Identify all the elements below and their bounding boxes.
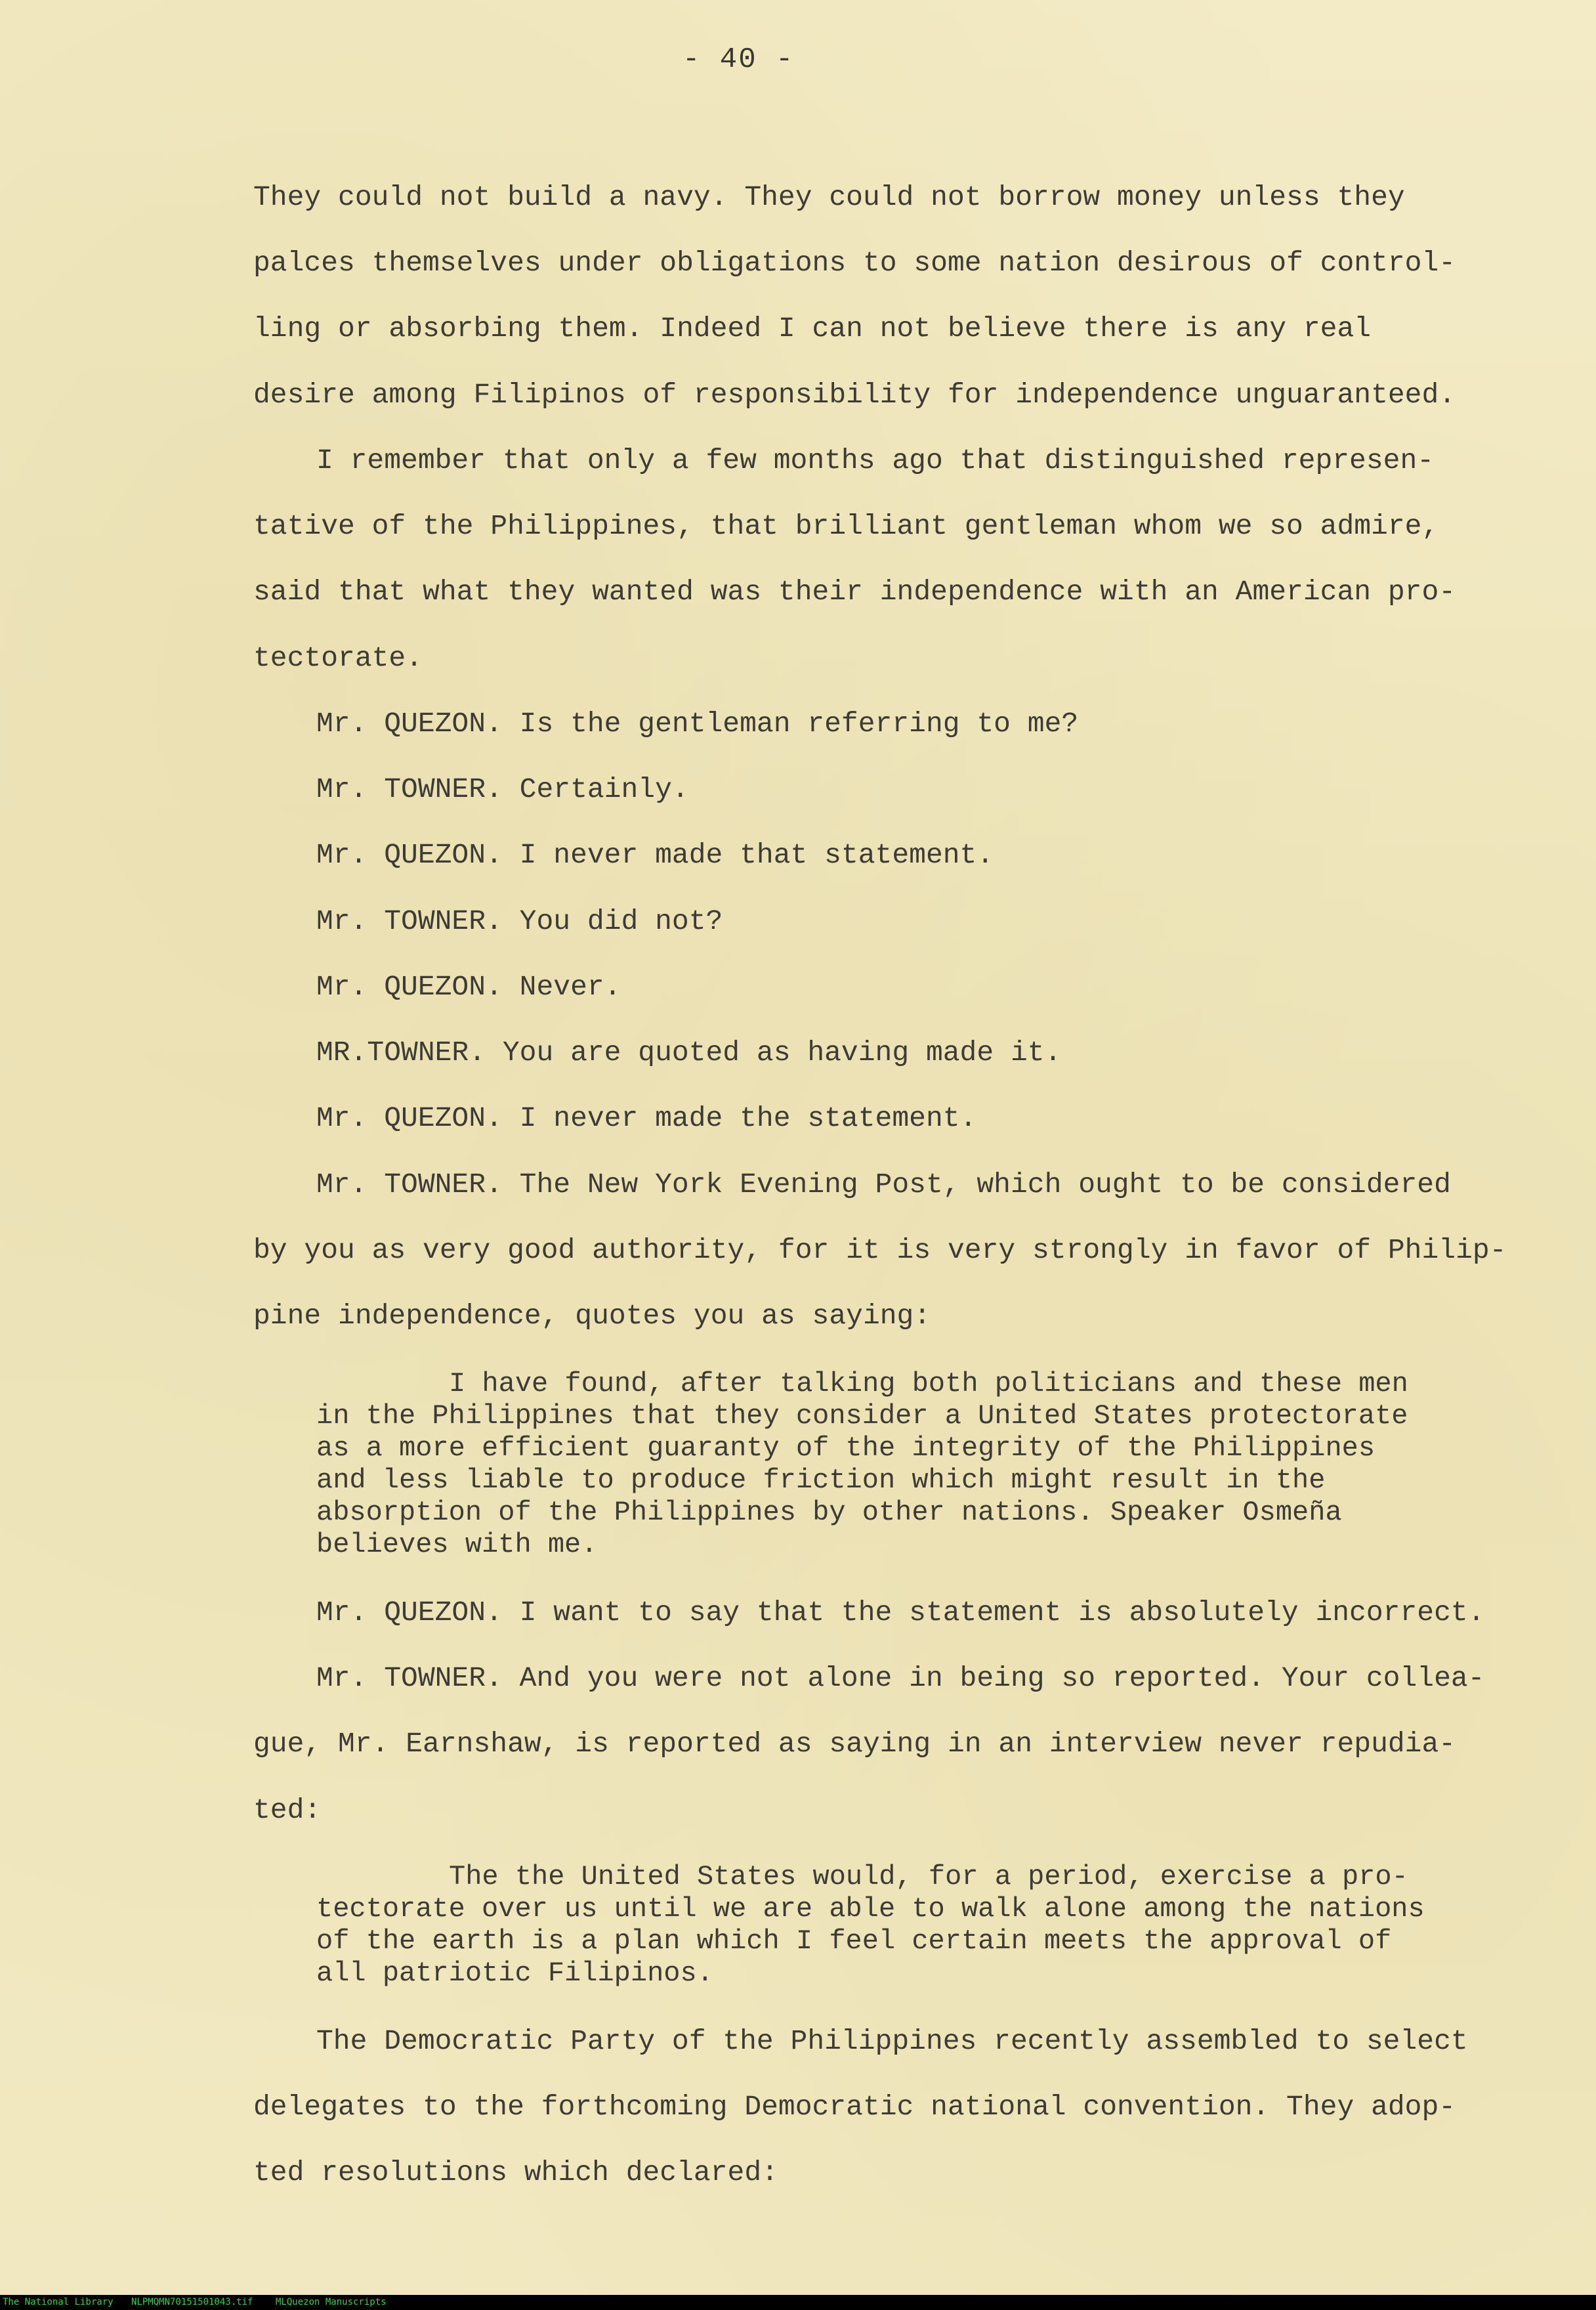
paragraph-3-line-3: pine independence, quotes you as saying: [253, 1300, 931, 1332]
dialogue-2-line: Mr. QUEZON. I want to say that the statement is absolutely incorrect. [316, 1596, 1485, 1629]
paragraph-4-line-3: ted: [253, 1794, 322, 1826]
dialogue-line-5: Mr. QUEZON. Never. [316, 971, 621, 1003]
quote-2-line-1: The the United States would, for a period, exercise a pro- [449, 1861, 1408, 1893]
dialogue-line-4: Mr. TOWNER. You did not? [316, 905, 723, 937]
paragraph-1-line-1: They could not build a navy. They could not borrow money unless they [253, 181, 1405, 213]
quote-1-line-2: in the Philippines that they consider a United States protectorate [316, 1400, 1408, 1432]
paragraph-1-line-4: desire among Filipinos of responsibility for independence unguaranteed. [253, 379, 1456, 411]
quote-1-line-3: as a more efficient guaranty of the integrity of the Philippines [316, 1432, 1376, 1464]
quote-2-line-3: of the earth is a plan which I feel certain meets the approval of [316, 1925, 1392, 1957]
paragraph-1-line-2: palces themselves under obligations to some nation desirous of control- [253, 247, 1456, 279]
quote-2-line-2: tectorate over us until we are able to walk alone among the nations [316, 1893, 1425, 1925]
footer-collection: MLQuezon Manuscripts [276, 2297, 387, 2307]
paragraph-5-line-2: delegates to the forthcoming Democratic national convention. They adop- [253, 2091, 1456, 2123]
quote-1-line-1: I have found, after talking both politicians and these men [449, 1368, 1408, 1400]
dialogue-line-1: Mr. QUEZON. Is the gentleman referring to me? [316, 708, 1079, 740]
paragraph-2-line-4: tectorate. [253, 642, 423, 674]
dialogue-line-7: Mr. QUEZON. I never made the statement. [316, 1102, 977, 1134]
quote-1-line-4: and less liable to produce friction which might result in the [316, 1465, 1326, 1496]
footer-file-id: NLPMQMN70151501043.tif [131, 2297, 253, 2307]
paragraph-3-line-1: Mr. TOWNER. The New York Evening Post, which ought to be considered [316, 1168, 1451, 1201]
paragraph-2-line-1: I remember that only a few months ago that distinguished represen- [316, 444, 1435, 477]
paragraph-2-line-2: tative of the Philippines, that brilliant gentleman whom we so admire, [253, 510, 1439, 542]
paragraph-1-line-3: ling or absorbing them. Indeed I can not believe there is any real [253, 312, 1372, 345]
paragraph-3-line-2: by you as very good authority, for it is very strongly in favor of Philip- [253, 1234, 1507, 1266]
paragraph-5-line-1: The Democratic Party of the Philippines recently assembled to select [316, 2025, 1468, 2057]
paragraph-4-line-1: Mr. TOWNER. And you were not alone in being so reported. Your collea- [316, 1662, 1485, 1694]
dialogue-line-3: Mr. QUEZON. I never made that statement. [316, 839, 994, 871]
footer-library: The National Library [3, 2297, 114, 2307]
dialogue-line-6: MR.TOWNER. You are quoted as having made it. [316, 1037, 1062, 1069]
paragraph-5-line-3: ted resolutions which declared: [253, 2156, 778, 2189]
quote-1-line-5: absorption of the Philippines by other nations. Speaker Osmeña [316, 1497, 1342, 1528]
page-number: - 40 - [682, 43, 795, 76]
paragraph-4-line-2: gue, Mr. Earnshaw, is reported as saying in an interview never repudia- [253, 1728, 1456, 1760]
dialogue-line-2: Mr. TOWNER. Certainly. [316, 773, 689, 805]
quote-2-line-4: all patriotic Filipinos. [316, 1957, 713, 1989]
quote-1-line-6: believes with me. [316, 1529, 598, 1560]
paragraph-2-line-3: said that what they wanted was their independence with an American pro- [253, 576, 1456, 608]
